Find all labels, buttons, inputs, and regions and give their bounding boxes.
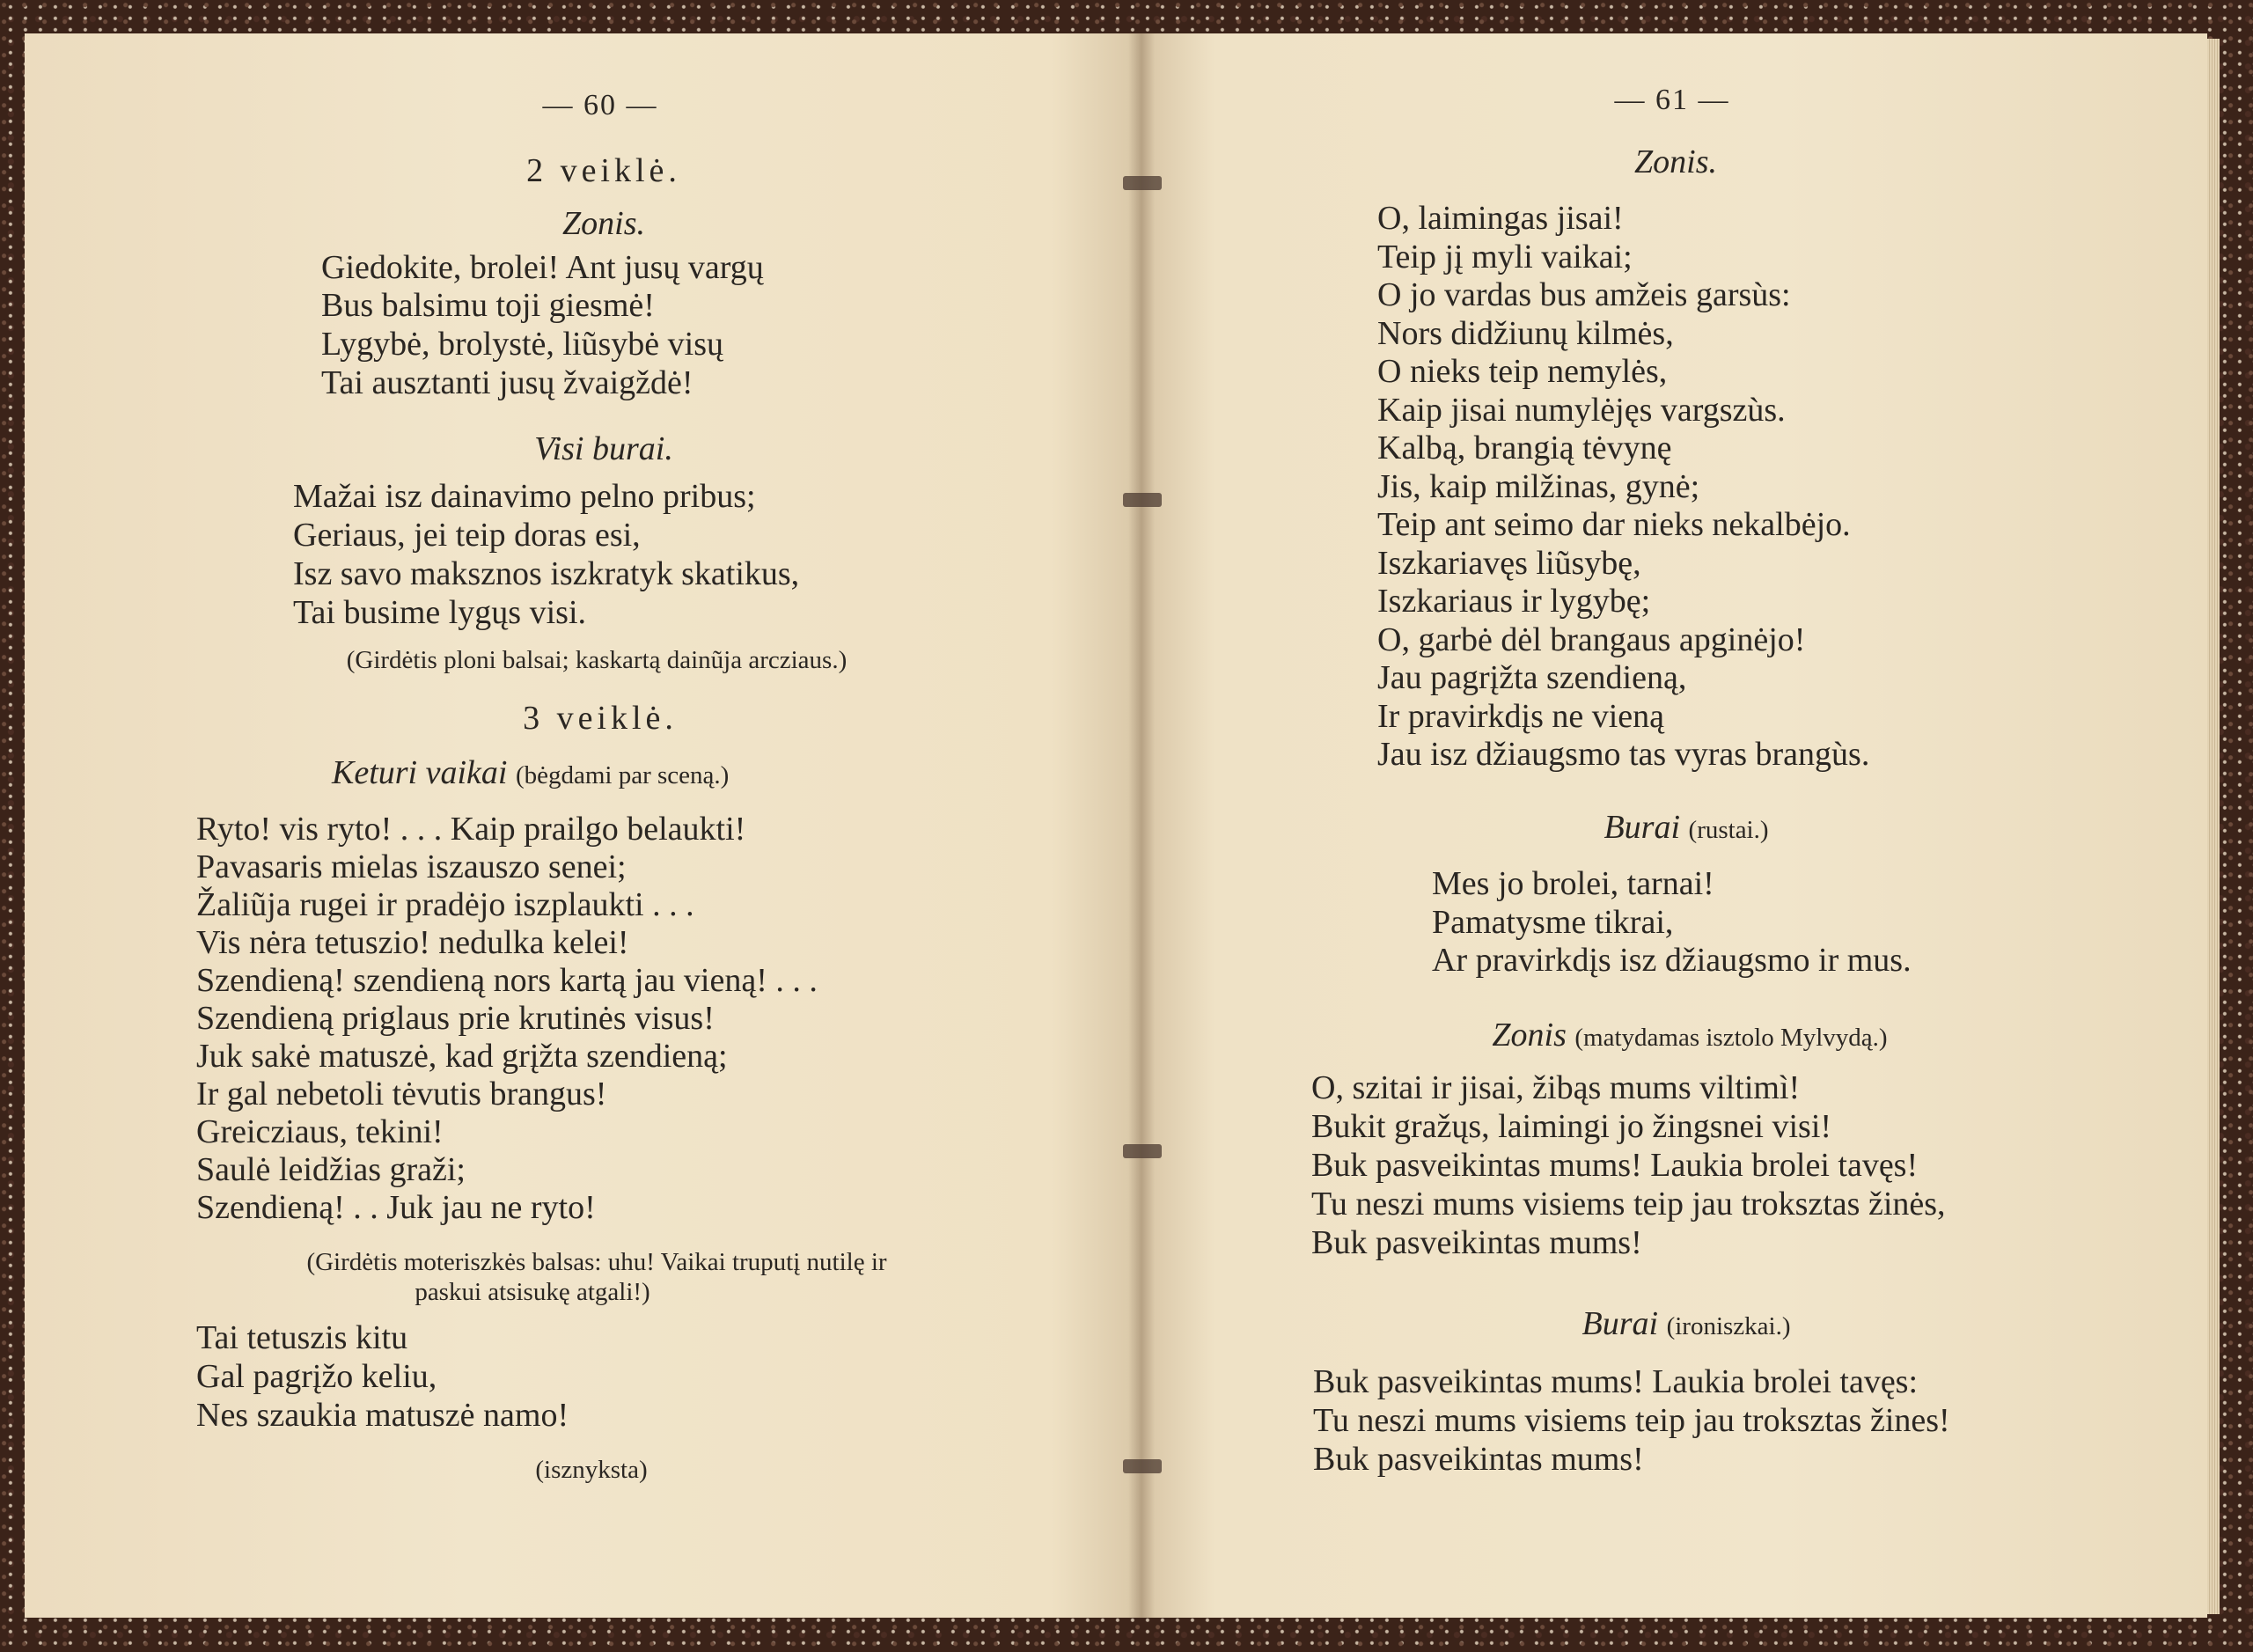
right-verse-2-line: Ar pravirkdįs isz džiaugsmo ir mus. xyxy=(1432,942,1912,979)
left-verse-3-line: Ir gal nebetoli tėvutis brangus! xyxy=(196,1076,607,1112)
right-verse-1-line: Iszkariaus ir lygybę; xyxy=(1377,583,1651,620)
right-verse-3-line: O, szitai ir jisai, žibąs mums viltimì! xyxy=(1311,1069,1801,1106)
right-page-number: — 61 — xyxy=(1614,84,1730,116)
left-verse-3-line: Žaliũja rugei ir pradėjo iszplaukti . . . xyxy=(196,886,694,923)
right-verse-1-line: Teip ant seimo dar nieks nekalbėjo. xyxy=(1377,506,1851,543)
left-verse-2-line: Geriaus, jei teip doras esi, xyxy=(293,517,641,554)
left-verse-4-line: Gal pagrįžo keliu, xyxy=(196,1358,437,1395)
left-verse-1-line: Giedokite, brolei! Ant jusų vargų xyxy=(321,249,764,286)
left-verse-3-line: Pavasaris mielas iszauszo senei; xyxy=(196,848,627,885)
right-speaker-3: Zonis xyxy=(1492,1017,1567,1054)
left-verse-3-line: Szendieną! szendieną nors kartą jau vieną! . . . xyxy=(196,962,818,999)
right-speaker-3-note: (matydamas isztolo Mylvydą.) xyxy=(1574,1024,1888,1052)
right-verse-1-line: Iszkariavęs liũsybę, xyxy=(1377,545,1641,582)
right-verse-2-line: Pamatysme tikrai, xyxy=(1432,904,1674,941)
left-act-heading-2: 3 veiklė. xyxy=(523,700,678,737)
right-verse-1-line: O jo vardas bus amžeis garsùs: xyxy=(1377,276,1791,313)
right-verse-1-line: Jau isz džiaugsmo tas vyras brangùs. xyxy=(1377,736,1870,773)
left-verse-3-line: Vis nėra tetuszio! nedulka kelei! xyxy=(196,924,629,961)
right-speaker-4: Burai xyxy=(1582,1305,1659,1342)
binding-stitch xyxy=(1123,176,1162,190)
right-verse-3-line: Tu neszi mums visiems teip jau troksztas žinės, xyxy=(1311,1186,1946,1222)
left-stage-direction: (Girdėtis ploni balsai; kaskartą dainũja arcziaus.) xyxy=(346,646,848,674)
right-verse-1-line: Kalbą, brangią tėvynę xyxy=(1377,430,1672,466)
right-verse-1-line: O nieks teip nemylės, xyxy=(1377,353,1668,390)
left-verse-2-line: Tai busime lygųs visi. xyxy=(293,594,587,631)
right-speaker-4-note: (ironiszkai.) xyxy=(1666,1312,1791,1340)
left-page-number: — 60 — xyxy=(542,89,658,121)
right-verse-1-line: Ir pravirkdįs ne vieną xyxy=(1377,698,1665,735)
left-verse-3-line: Greicziaus, tekini! xyxy=(196,1113,444,1150)
right-verse-1-line: Teip jį myli vaikai; xyxy=(1377,239,1633,275)
book-gutter xyxy=(1128,33,1155,1618)
right-speaker-4-line xyxy=(1582,1304,1791,1346)
right-verse-1-line: O, garbė dėl brangaus apginėjo! xyxy=(1377,621,1806,658)
right-speaker-2-note: (rustai.) xyxy=(1688,816,1769,844)
left-verse-3-line: Szendieną priglaus prie krutinės visus! xyxy=(196,1000,715,1037)
left-verse-3-line: Szendieną! . . Juk jau ne ryto! xyxy=(196,1189,596,1226)
right-verse-3-line: Bukit gražųs, laimingi jo žingsnei visi! xyxy=(1311,1108,1832,1145)
binding-stitch xyxy=(1123,1144,1162,1158)
right-speaker-2-line xyxy=(1604,808,1768,849)
right-speaker-2: Burai xyxy=(1604,809,1681,846)
right-verse-1-line: Kaip jisai numylėjęs vargszùs. xyxy=(1377,392,1786,429)
right-verse-3-line: Buk pasveikintas mums! Laukia brolei tavęs! xyxy=(1311,1147,1919,1184)
right-speaker-3-line xyxy=(1492,1016,1887,1057)
left-verse-3-line: Ryto! vis ryto! . . . Kaip prailgo belaukti! xyxy=(196,811,746,848)
binding-stitch xyxy=(1123,1459,1162,1473)
page-fore-edge xyxy=(2207,39,2220,1614)
right-verse-4-line: Tu neszi mums visiems teip jau troksztas žines! xyxy=(1313,1402,1950,1439)
right-verse-2-line: Mes jo brolei, tarnai! xyxy=(1432,865,1714,902)
left-verse-3-line: Juk sakė matuszė, kad grįžta szendieną; xyxy=(196,1038,728,1075)
left-speaker-3-line xyxy=(332,753,729,795)
right-verse-3-line: Buk pasveikintas mums! xyxy=(1311,1224,1642,1261)
right-speaker-1: Zonis. xyxy=(1634,143,1717,180)
left-stage-direction-2-cont: paskui atsisukę atgali!) xyxy=(415,1278,650,1306)
left-verse-1-line: Tai ausztanti jusų žvaigždė! xyxy=(321,364,694,401)
right-verse-1-line: Nors didžiunų kilmės, xyxy=(1377,315,1674,352)
left-stage-direction-3: (isznyksta) xyxy=(535,1456,648,1484)
left-stage-direction-2: (Girdėtis moteriszkės balsas: uhu! Vaikai truputį nutilę ir xyxy=(306,1248,887,1276)
right-verse-4-line: Buk pasveikintas mums! Laukia brolei tavęs: xyxy=(1313,1363,1919,1400)
binding-stitch xyxy=(1123,493,1162,507)
left-verse-1-line: Lygybė, brolystė, liũsybė visų xyxy=(321,326,724,363)
left-verse-4-line: Tai tetuszis kitu xyxy=(196,1319,408,1356)
right-verse-4-line: Buk pasveikintas mums! xyxy=(1313,1441,1644,1478)
right-verse-1-line: Jau pagrįžta szendieną, xyxy=(1377,659,1687,696)
left-speaker-1: Zonis. xyxy=(562,205,645,242)
left-act-heading: 2 veiklė. xyxy=(526,152,681,189)
left-verse-1-line: Bus balsimu toji giesmė! xyxy=(321,287,655,324)
right-verse-1-line: Jis, kaip milžinas, gynė; xyxy=(1377,468,1700,505)
left-speaker-3-note: (bėgdami par sceną.) xyxy=(515,761,730,789)
left-verse-2-line: Isz savo maksznos iszkratyk skatikus, xyxy=(293,555,800,592)
left-speaker-3: Keturi vaikai xyxy=(332,754,508,791)
left-verse-3-line: Saulė leidžias graži; xyxy=(196,1151,466,1188)
left-verse-2-line: Mažai isz dainavimo pelno pribus; xyxy=(293,478,756,515)
right-verse-1-line: O, laimingas jisai! xyxy=(1377,200,1624,237)
left-verse-4-line: Nes szaukia matuszė namo! xyxy=(196,1397,569,1434)
left-speaker-2: Visi burai. xyxy=(534,430,673,467)
